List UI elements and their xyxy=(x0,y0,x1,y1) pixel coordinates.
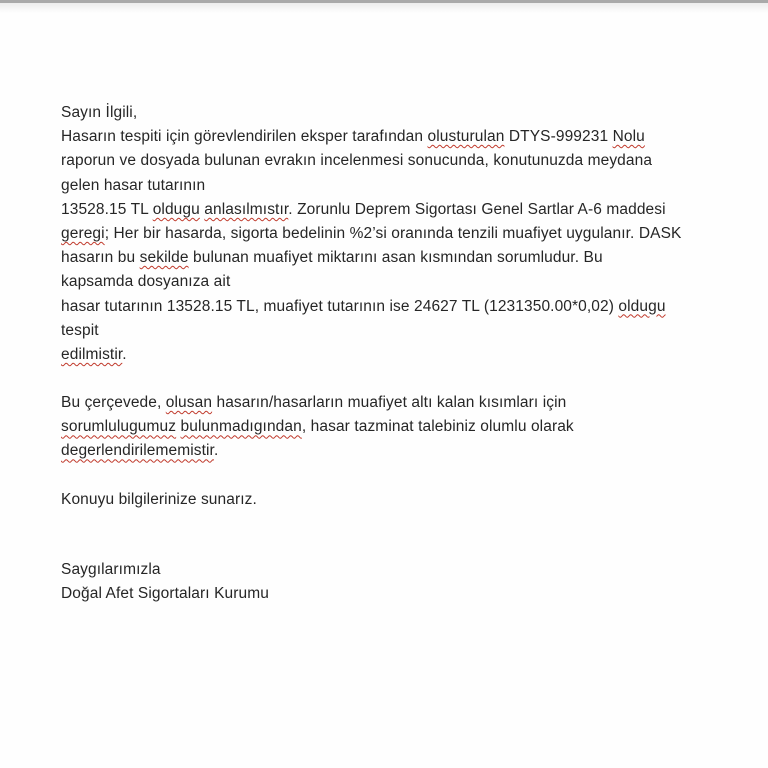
text-segment: bulunan muafiyet miktarını asan kısmından sorumludur. Bu xyxy=(188,249,603,267)
text-segment: . xyxy=(122,345,127,363)
misspelled-word[interactable]: sorumlulugumuz xyxy=(61,418,177,436)
misspelled-word[interactable]: sekilde xyxy=(139,249,189,267)
text-line xyxy=(61,415,721,439)
misspelled-word[interactable]: olusturulan xyxy=(427,128,505,146)
misspelled-word[interactable]: oldugu xyxy=(618,297,666,315)
text-line xyxy=(61,319,721,343)
misspelled-word[interactable]: geregi xyxy=(61,224,105,242)
text-segment: hasar tutarının 13528.15 TL, muafiyet tutarının ise 24627 TL (1231350.00*0,02) xyxy=(61,297,619,315)
misspelled-word[interactable]: bulunmadıgından xyxy=(180,418,302,436)
misspelled-word[interactable]: degerlendirilememistir xyxy=(61,442,214,460)
signoff: Saygılarımızla xyxy=(61,560,161,578)
text-segment: gelen hasar tutarının xyxy=(61,176,206,194)
text-line xyxy=(61,270,721,294)
top-shadow xyxy=(0,3,768,13)
text-line xyxy=(61,198,721,222)
text-segment: tespit xyxy=(61,321,99,339)
text-line xyxy=(61,125,721,149)
text-line xyxy=(61,439,721,463)
text-line xyxy=(61,246,721,270)
misspelled-word[interactable]: olusan xyxy=(165,394,213,412)
text-line xyxy=(61,391,721,415)
text-line xyxy=(61,149,721,173)
text-segment: kapsamda dosyanıza ait xyxy=(61,273,231,291)
text-segment: raporun ve dosyada bulunan evrakın incelenmesi sonucunda, konutunuzda meydana xyxy=(61,152,653,170)
misspelled-word[interactable]: edilmistir xyxy=(61,345,123,363)
paragraph-2 xyxy=(61,391,721,464)
text-line xyxy=(61,222,721,246)
paragraph-spacer xyxy=(61,512,721,558)
paragraph-spacer xyxy=(61,367,721,391)
text-segment: hasarın bu xyxy=(61,249,140,267)
paragraph-1 xyxy=(61,125,721,367)
text-segment: hasarın/hasarların muafiyet altı kalan kısımları için xyxy=(212,394,567,412)
salutation: Sayın İlgili, xyxy=(61,104,138,121)
misspelled-word[interactable]: Nolu xyxy=(612,128,645,146)
closing-line: Konuyu bilgilerinize sunarız. xyxy=(61,490,257,508)
text-line xyxy=(61,295,721,319)
organization-name: Doğal Afet Sigortaları Kurumu xyxy=(61,585,269,602)
document-page[interactable] xyxy=(61,101,721,606)
text-segment: . xyxy=(213,442,219,460)
text-segment: Bu çerçevede, xyxy=(61,394,166,412)
text-segment: . Zorunlu Deprem Sigortası Genel Sartlar A-6 maddesi xyxy=(288,200,666,218)
paragraph-spacer xyxy=(61,464,721,488)
text-segment: , hasar tazminat talebiniz olumlu olarak xyxy=(301,418,574,436)
text-segment: 13528.15 TL xyxy=(61,200,153,218)
text-segment: Hasarın tespiti için görevlendirilen eksper tarafından xyxy=(61,128,428,146)
text-segment: ; Her bir hasarda, sigorta bedelinin %2’si oranında tenzili muafiyet uygulanır. DASK xyxy=(104,224,682,242)
text-segment: DTYS-999231 xyxy=(504,128,613,146)
text-line xyxy=(61,343,721,367)
misspelled-word[interactable]: anlasılmıstır xyxy=(204,200,289,218)
text-line xyxy=(61,174,721,198)
misspelled-word[interactable]: oldugu xyxy=(152,200,200,218)
